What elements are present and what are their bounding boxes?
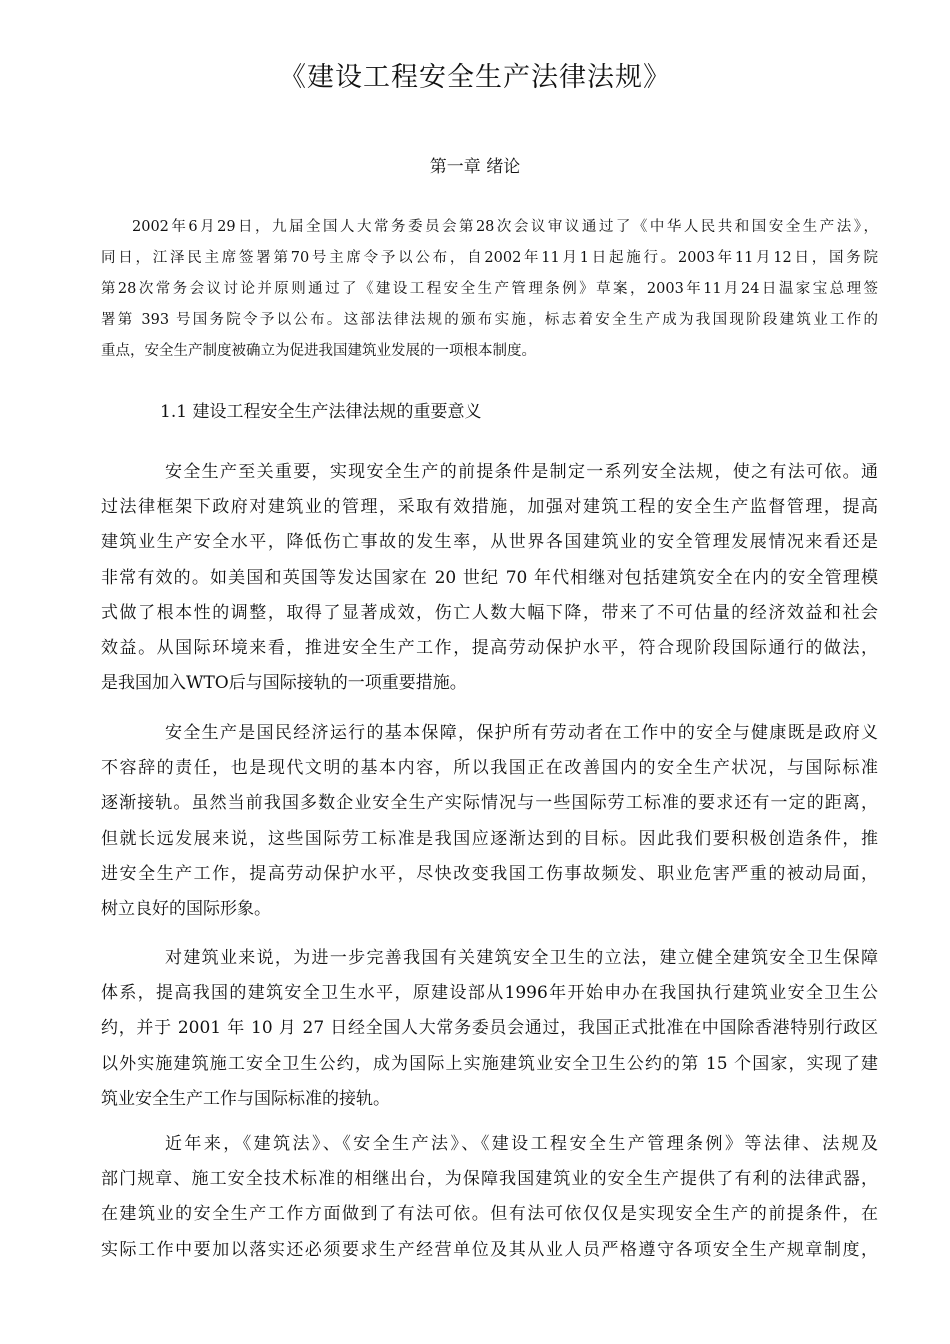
document-title: 《建设工程安全生产法律法规》 bbox=[279, 62, 671, 93]
paragraph-line: 不容辞的责任，也是现代文明的基本内容，所以我国正在改善国内的安全生产状况，与国际标准 bbox=[101, 758, 878, 779]
paragraph-line: 安全生产至关重要，实现安全生产的前提条件是制定一系列安全法规，使之有法可依。通 bbox=[165, 462, 878, 482]
intro-line: 第28次常务会议讨论并原则通过了《建设工程安全生产管理条例》草案，2003年11月24日温家宝总理签 bbox=[101, 281, 878, 297]
body-paragraph bbox=[101, 455, 878, 701]
paragraph-line: 但就长远发展来说，这些国际劳工标准是我国应逐渐达到的目标。因此我们要积极创造条件，推 bbox=[101, 828, 878, 849]
body-paragraph bbox=[101, 1127, 878, 1268]
paragraph-line: 安全生产是国民经济运行的基本保障，保护所有劳动者在工作中的安全与健康既是政府义 bbox=[165, 723, 878, 743]
body-paragraph bbox=[101, 941, 878, 1117]
paragraph-line: 效益。从国际环境来看，推进安全生产工作，提高劳动保护水平，符合现阶段国际通行的做法， bbox=[101, 637, 878, 658]
intro-line: 2002年6月29日，九届全国人大常务委员会第28次会议审议通过了《中华人民共和国安全生产法》， bbox=[132, 219, 878, 235]
paragraph-line: 体系，提高我国的建筑安全卫生水平，原建设部从1996年开始申办在我国执行建筑业安全卫生公 bbox=[101, 983, 878, 1004]
paragraph-line: 在建筑业的安全生产工作方面做到了有法可依。但有法可依仅仅是实现安全生产的前提条件，在 bbox=[101, 1204, 878, 1225]
paragraph-line: 部门规章、施工安全技术标准的相继出台，为保障我国建筑业的安全生产提供了有利的法律武器， bbox=[101, 1169, 878, 1190]
paragraph-line: 逐渐接轨。虽然当前我国多数企业安全生产实际情况与一些国际劳工标准的要求还有一定的距离， bbox=[101, 793, 878, 814]
intro-line: 同日，江泽民主席签署第70号主席令予以公布，自2002年11月1日起施行。2003年11月12日，国务院 bbox=[101, 250, 878, 266]
chapter-title: 第一章 绪论 bbox=[429, 157, 521, 177]
paragraph-line: 过法律框架下政府对建筑业的管理，采取有效措施，加强对建筑工程的安全生产监督管理，提高 bbox=[101, 497, 878, 518]
paragraph-line: 是我国加入WTO后与国际接轨的一项重要措施。 bbox=[101, 673, 467, 694]
paragraph-line: 进安全生产工作，提高劳动保护水平，尽快改变我国工伤事故频发、职业危害严重的被动局面， bbox=[101, 863, 878, 884]
paragraph-line: 实际工作中要加以落实还必须要求生产经营单位及其从业人员严格遵守各项安全生产规章制度， bbox=[101, 1239, 878, 1260]
paragraph-line: 近年来，《建筑法》、《安全生产法》、《建设工程安全生产管理条例》等法律、法规及 bbox=[165, 1134, 878, 1154]
paragraph-line: 对建筑业来说，为进一步完善我国有关建筑安全卫生的立法，建立健全建筑安全卫生保障 bbox=[165, 948, 878, 968]
paragraph-line: 建筑业生产安全水平，降低伤亡事故的发生率，从世界各国建筑业的安全管理发展情况来看还是 bbox=[101, 532, 878, 553]
intro-paragraph bbox=[101, 212, 878, 367]
paragraph-line: 式做了根本性的调整，取得了显著成效，伤亡人数大幅下降，带来了不可估量的经济效益和社会 bbox=[101, 602, 878, 623]
body-paragraph bbox=[101, 716, 878, 927]
paragraph-line: 筑业安全生产工作与国际标准的接轨。 bbox=[101, 1088, 390, 1109]
paragraph-line: 树立良好的国际形象。 bbox=[101, 898, 271, 919]
paragraph-line: 约，并于 2001 年 10 月 27 日经全国人大常务委员会通过，我国正式批准在中国除香港特别行政区 bbox=[101, 1018, 878, 1039]
intro-line: 重点，安全生产制度被确立为促进我国建筑业发展的一项根本制度。 bbox=[101, 343, 536, 359]
section-heading: 1.1 建设工程安全生产法律法规的重要意义 bbox=[160, 402, 482, 422]
paragraph-line: 以外实施建筑施工安全卫生公约，成为国际上实施建筑业安全卫生公约的第 15 个国家，实现了建 bbox=[101, 1053, 878, 1074]
paragraph-line: 非常有效的。如美国和英国等发达国家在 20 世纪 70 年代相继对包括建筑安全在内的安全管理模 bbox=[101, 567, 878, 588]
intro-line: 署第 393 号国务院令予以公布。这部法律法规的颁布实施，标志着安全生产成为我国现阶段建筑业工作的 bbox=[101, 312, 878, 328]
